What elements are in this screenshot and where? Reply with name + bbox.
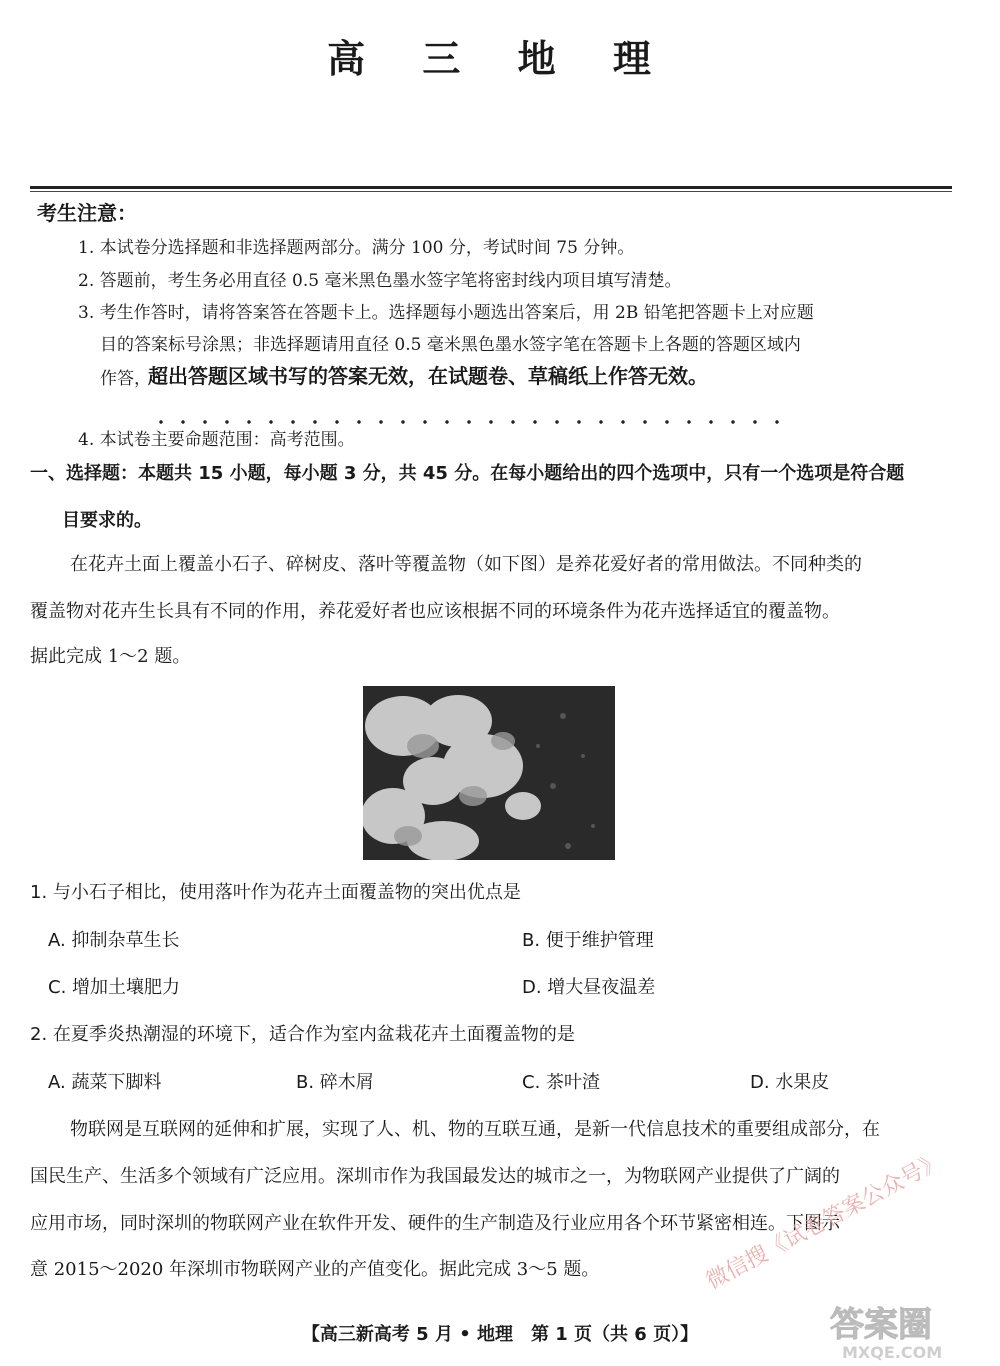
- question-2-option-c: C. 茶叶渣: [522, 1072, 601, 1093]
- passage2-line-1: 物联网是互联网的延伸和扩展，实现了人、机、物的互联互通，是新一代信息技术的重要组成部分，在: [70, 1119, 880, 1140]
- question-2-option-b: B. 碎木屑: [296, 1072, 374, 1093]
- question-1-option-c: C. 增加土壤肥力: [48, 977, 181, 998]
- question-2-option-d: D. 水果皮: [750, 1072, 830, 1093]
- notice-item-3: 3. 考生作答时，请将答案答在答题卡上。选择题每小题选出答案后，用 2B 铅笔把答题卡上对应题: [78, 303, 814, 323]
- mulch-photo: [363, 686, 615, 860]
- header-rule-thin: [30, 191, 952, 192]
- passage2-line-3: 应用市场，同时深圳的物联网产业在软件开发、硬件的生产制造及行业应用各个环节紧密相连。下图示: [30, 1213, 840, 1234]
- section-heading-cont: 目要求的。: [62, 510, 152, 531]
- notice-item-4: 4. 本试卷主要命题范围：高考范围。: [78, 430, 355, 450]
- question-2-stem: 2. 在夏季炎热潮湿的环境下，适合作为室内盆栽花卉土面覆盖物的是: [30, 1024, 575, 1045]
- site-logo: [820, 1300, 990, 1362]
- notice-emphasis: 超出答题区域书写的答案无效，在试题卷、草稿纸上作答无效。: [148, 364, 708, 388]
- notice-item-3-cont: 目的答案标号涂黑；非选择题请用直径 0.5 毫米黑色墨水签字笔在答题卡上各题的答题区域内: [100, 335, 801, 355]
- notice-item-1: 1. 本试卷分选择题和非选择题两部分。满分 100 分，考试时间 75 分钟。: [78, 238, 635, 258]
- logo-domain-text: MXQE.COM: [842, 1343, 943, 1362]
- question-1-stem: 1. 与小石子相比，使用落叶作为花卉土面覆盖物的突出优点是: [30, 882, 521, 903]
- question-1-option-d: D. 增大昼夜温差: [522, 977, 656, 998]
- emphasis-dots: [150, 420, 790, 424]
- page-footer: 【高三新高考 5 月 • 地理 第 1 页（共 6 页）】: [301, 1324, 699, 1345]
- passage1-line-1: 在花卉土面上覆盖小石子、碎树皮、落叶等覆盖物（如下图）是养花爱好者的常用做法。不同种类的: [70, 554, 862, 575]
- passage2-line-2: 国民生产、生活多个领域有广泛应用。深圳市作为我国最发达的城市之一，为物联网产业提供了广阔的: [30, 1166, 840, 1187]
- passage2-line-4: 意 2015～2020 年深圳市物联网产业的产值变化。据此完成 3～5 题。: [30, 1259, 600, 1280]
- passage1-line-2: 覆盖物对花卉生长具有不同的作用，养花爱好者也应该根据不同的环境条件为花卉选择适宜的覆盖物。: [30, 601, 840, 622]
- watermark-text: 微信搜《试卷答案公众号》: [702, 1148, 948, 1295]
- notice-item-3-end: 作答，: [100, 369, 151, 389]
- logo-mark-icon: [820, 1300, 990, 1362]
- question-1-option-b: B. 便于维护管理: [522, 930, 654, 951]
- question-1-option-a: A. 抑制杂草生长: [48, 930, 180, 951]
- notice-heading: 考生注意：: [37, 201, 137, 225]
- question-2-option-a: A. 蔬菜下脚料: [48, 1072, 162, 1093]
- logo-main-text: 答案圈: [830, 1305, 932, 1345]
- header-rule: [30, 186, 952, 189]
- page-title: 高 三 地 理: [327, 36, 673, 81]
- passage1-line-3: 据此完成 1～2 题。: [30, 646, 191, 667]
- mulch-photo-illustration: [363, 686, 615, 860]
- section-heading: 一、选择题：本题共 15 小题，每小题 3 分，共 45 分。在每小题给出的四个选项中，只有一个选项是符合题: [30, 463, 905, 484]
- notice-item-2: 2. 答题前，考生务必用直径 0.5 毫米黑色墨水签字笔将密封线内项目填写清楚。: [78, 271, 682, 291]
